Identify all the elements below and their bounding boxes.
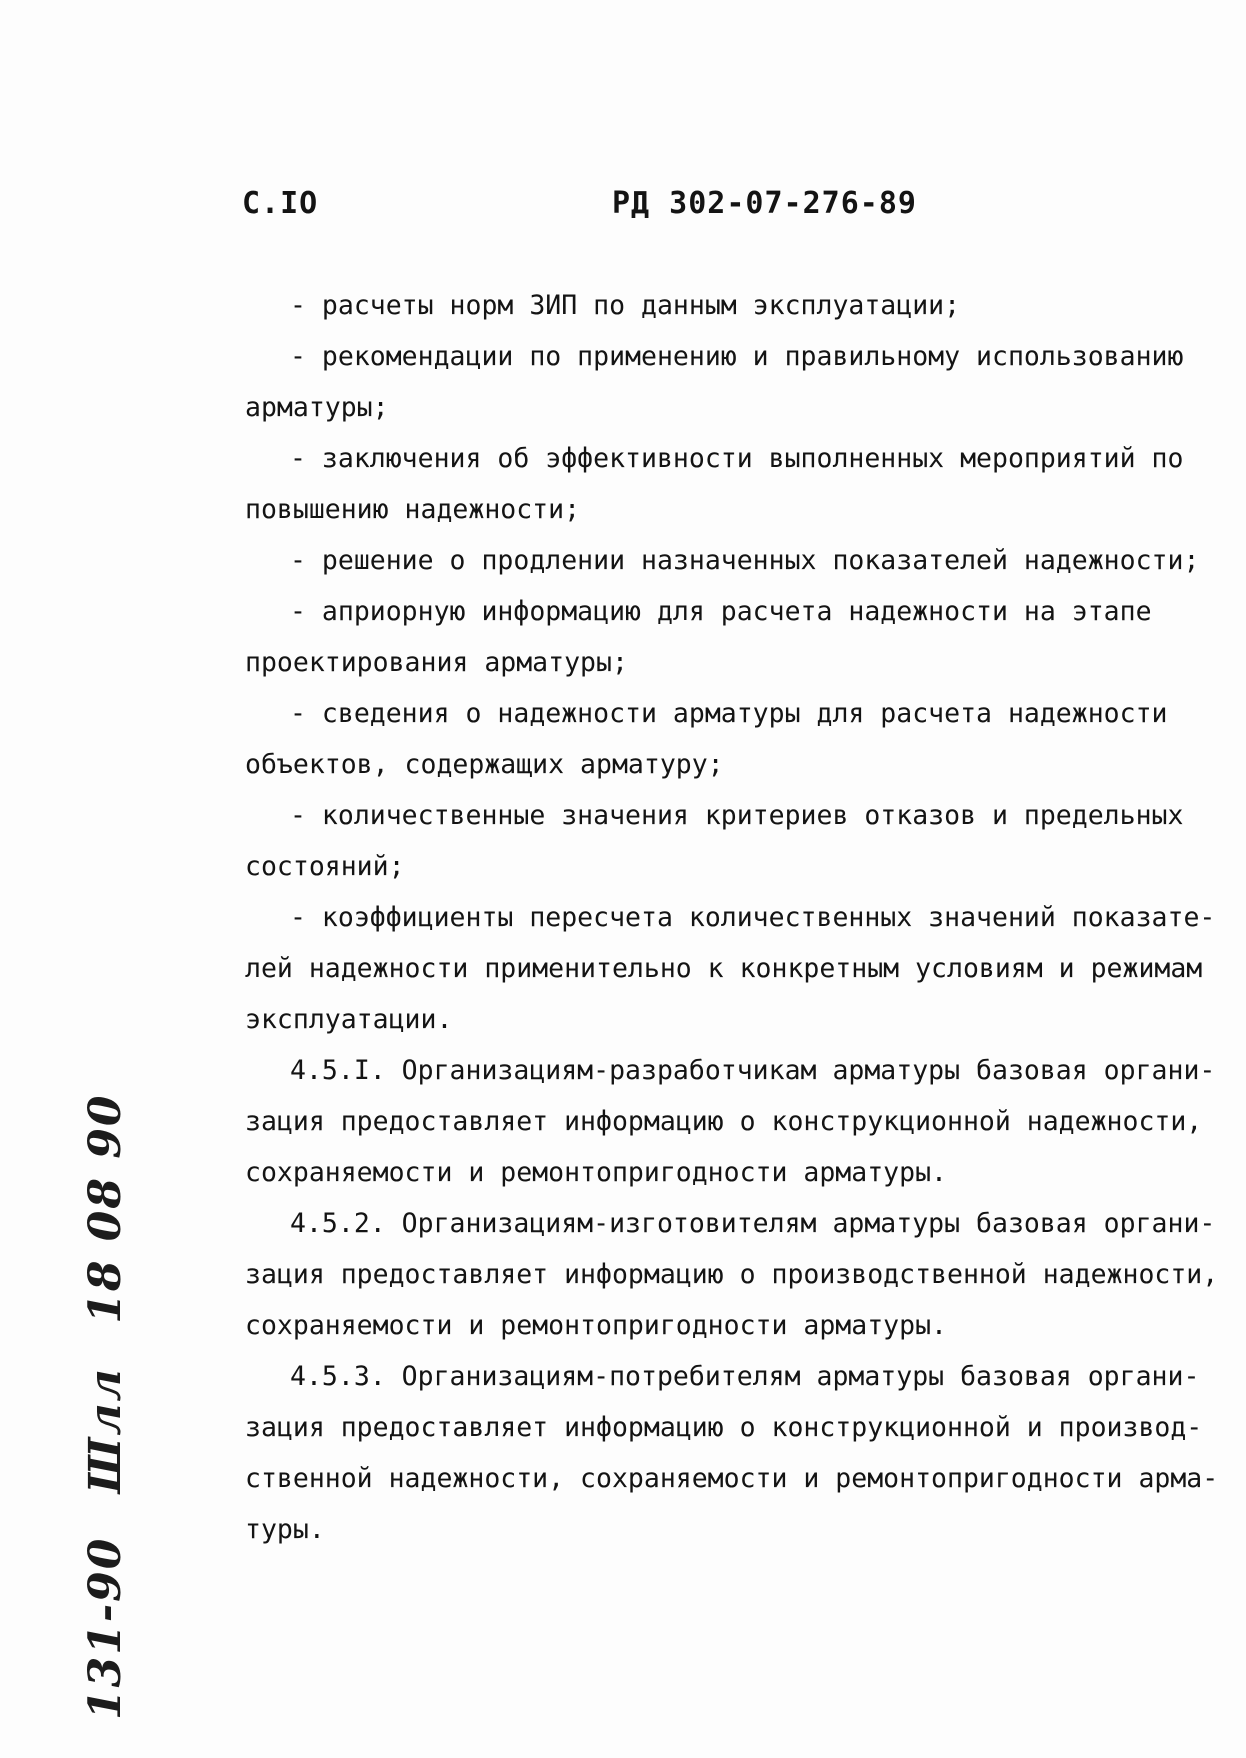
list-item-continuation: состояний;: [245, 851, 405, 882]
list-item-continuation: объектов, содержащих арматуру;: [245, 749, 724, 780]
clause-continuation: сохраняемости и ремонтопригодности арматуры.: [245, 1157, 947, 1188]
clause-continuation: зация предоставляет информацию о конструкционной надежности,: [245, 1106, 1203, 1137]
list-item-continuation: проектирования арматуры;: [245, 647, 628, 678]
list-item: - количественные значения критериев отказов и предельных: [290, 800, 1184, 831]
clause-continuation: зация предоставляет информацию о производственной надежности,: [245, 1259, 1219, 1290]
stamp-date: 18 08 90: [80, 1093, 131, 1324]
clause-continuation: туры.: [245, 1514, 325, 1545]
list-item: - коэффициенты пересчета количественных значений показате-: [290, 902, 1216, 933]
stamp-number: 131-90: [80, 1536, 131, 1720]
list-item: - расчеты норм ЗИП по данным эксплуатации;: [290, 290, 961, 321]
stamp-signature: Шлл: [80, 1367, 131, 1494]
list-item-continuation: лей надежности применительно к конкретным условиям и режимам: [245, 953, 1203, 984]
clause-4-5-1: 4.5.I. Организациям-разработчикам арматуры базовая органи-: [290, 1055, 1216, 1086]
list-item: - решение о продлении назначенных показателей надежности;: [290, 545, 1200, 576]
list-item-continuation: повышению надежности;: [245, 494, 581, 525]
margin-handwritten-stamp: [80, 1093, 131, 1721]
clause-continuation: зация предоставляет информацию о конструкционной и производ-: [245, 1412, 1203, 1443]
body-text: [245, 280, 1219, 1555]
clause-4-5-2: 4.5.2. Организациям-изготовителям арматуры базовая органи-: [290, 1208, 1216, 1239]
list-item-continuation: арматуры;: [245, 392, 389, 423]
list-item: - рекомендации по применению и правильному использованию: [290, 341, 1184, 372]
clause-continuation: ственной надежности, сохраняемости и ремонтопригодности арма-: [245, 1463, 1219, 1494]
list-item: - сведения о надежности арматуры для расчета надежности: [290, 698, 1168, 729]
list-item: - априорную информацию для расчета надежности на этапе: [290, 596, 1152, 627]
clause-continuation: сохраняемости и ремонтопригодности арматуры.: [245, 1310, 947, 1341]
document-code: РД 302-07-276-89: [612, 186, 917, 221]
list-item-continuation: эксплуатации.: [245, 1004, 453, 1035]
clause-4-5-3: 4.5.3. Организациям-потребителям арматуры базовая органи-: [290, 1361, 1200, 1392]
page-number: С.IO: [242, 186, 319, 221]
list-item: - заключения об эффективности выполненных мероприятий по: [290, 443, 1184, 474]
